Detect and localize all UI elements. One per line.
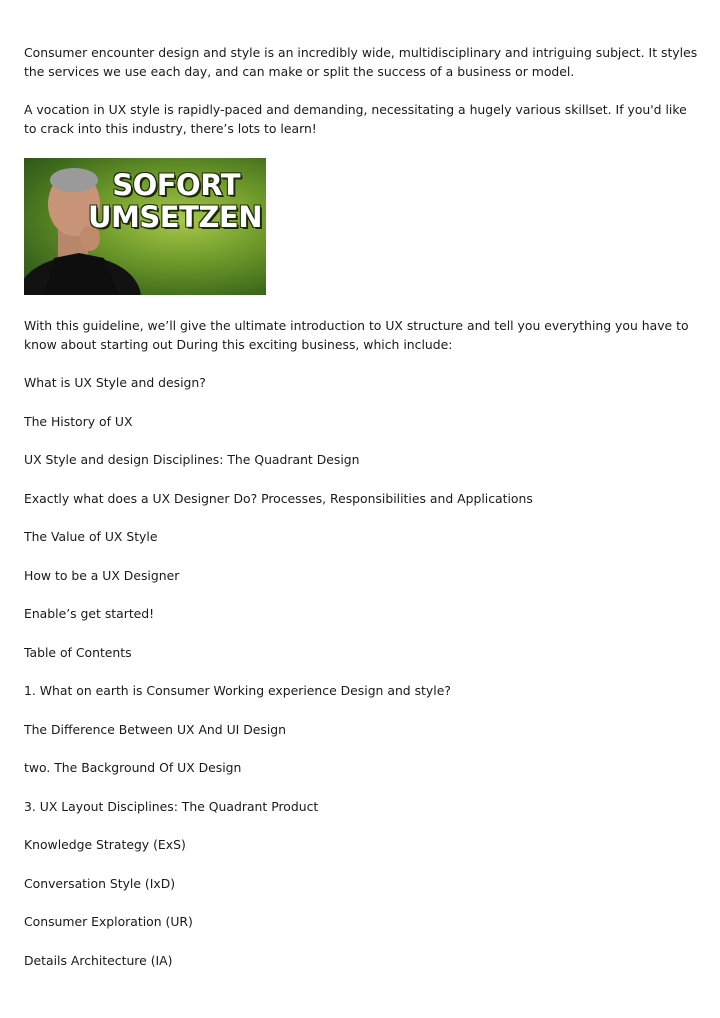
list-item: Exactly what does a UX Designer Do? Processes, Responsibilities and Applications [24, 490, 533, 506]
hero-title-line-2: UMSETZEN [88, 200, 262, 234]
intro-paragraph-1: Consumer encounter design and style is an incredibly wide, multidisciplinary and intriguing subject. It styles the services we use each day, and can make or split the success of a business or model. [24, 45, 698, 79]
list-item: UX Style and design Disciplines: The Quadrant Design [24, 452, 360, 467]
toc-item: two. The Background Of UX Design [24, 760, 242, 775]
list-item: How to be a UX Designer [24, 567, 180, 583]
hero-title-line-1: SOFORT [112, 168, 240, 202]
hero-image [24, 158, 266, 295]
table-of-contents-heading: Table of Contents [24, 644, 132, 660]
document-body [24, 44, 700, 990]
toc-item: 1. What on earth is Consumer Working experience Design and style? [24, 683, 451, 698]
toc-item: Conversation Style (IxD) [24, 875, 176, 891]
list-item: The History of UX [24, 413, 133, 429]
toc-item: 3. UX Layout Disciplines: The Quadrant Product [24, 798, 319, 814]
toc-item: The Difference Between UX And UI Design [24, 721, 287, 737]
toc-item: Consumer Exploration (UR) [24, 914, 193, 929]
toc-item: Details Architecture (IA) [24, 952, 173, 968]
intro-paragraph-2: A vocation in UX style is rapidly-paced and demanding, necessitating a hugely various skillset. If you'd like to crack into this industry, there’s lots to learn! [24, 102, 687, 136]
toc-item: Knowledge Strategy (ExS) [24, 837, 186, 852]
list-item: Enable’s get started! [24, 606, 155, 621]
guide-paragraph: With this guideline, we’ll give the ultimate introduction to UX structure and tell you everything you have to know about starting out During this exciting business, which include: [24, 318, 689, 352]
list-item: The Value of UX Style [24, 529, 158, 544]
list-item: What is UX Style and design? [24, 375, 206, 390]
